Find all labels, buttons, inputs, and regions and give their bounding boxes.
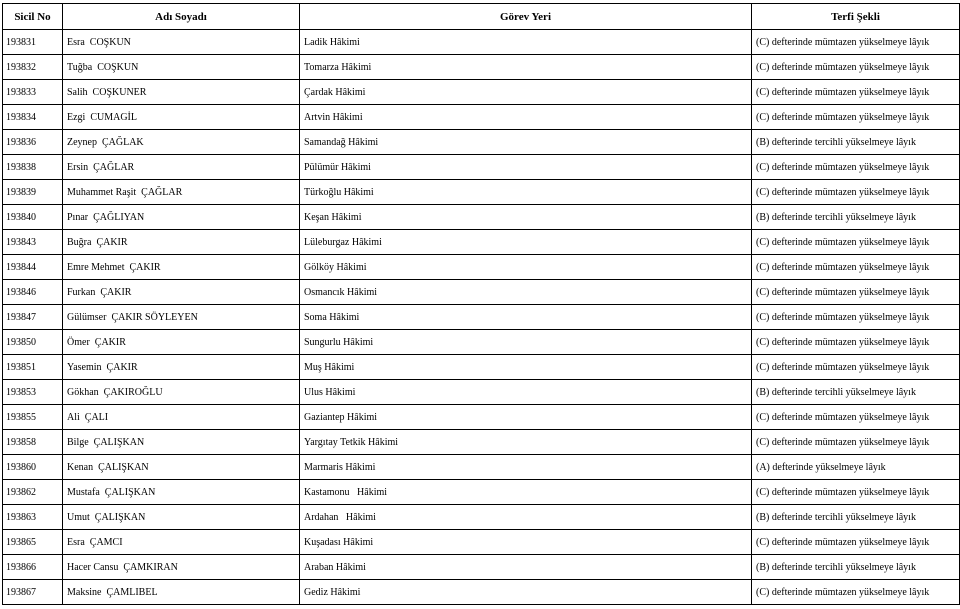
cell-sicil-no: 193863	[3, 505, 63, 530]
table-row	[3, 280, 960, 305]
cell-gorev-yeri: Çardak Hâkimi	[300, 80, 752, 105]
cell-sicil-no: 193851	[3, 355, 63, 380]
cell-terfi-sekli: (C) defterinde mümtazen yükselmeye lâyık	[752, 305, 960, 330]
cell-gorev-yeri: Pülümür Hâkimi	[300, 155, 752, 180]
cell-sicil-no: 193838	[3, 155, 63, 180]
cell-gorev-yeri: Ladik Hâkimi	[300, 30, 752, 55]
cell-gorev-yeri: Türkoğlu Hâkimi	[300, 180, 752, 205]
cell-sicil-no: 193833	[3, 80, 63, 105]
table-row	[3, 330, 960, 355]
table-row	[3, 30, 960, 55]
cell-adi-soyadi: Umut ÇALIŞKAN	[63, 505, 300, 530]
cell-sicil-no: 193844	[3, 255, 63, 280]
table-row	[3, 130, 960, 155]
cell-adi-soyadi: Ersin ÇAĞLAR	[63, 155, 300, 180]
cell-sicil-no: 193853	[3, 380, 63, 405]
cell-adi-soyadi: Gülümser ÇAKIR SÖYLEYEN	[63, 305, 300, 330]
cell-terfi-sekli: (C) defterinde mümtazen yükselmeye lâyık	[752, 55, 960, 80]
cell-sicil-no: 193847	[3, 305, 63, 330]
cell-gorev-yeri: Osmancık Hâkimi	[300, 280, 752, 305]
cell-sicil-no: 193855	[3, 405, 63, 430]
cell-gorev-yeri: Kuşadası Hâkimi	[300, 530, 752, 555]
cell-sicil-no: 193843	[3, 230, 63, 255]
header-gorev-yeri: Görev Yeri	[300, 4, 752, 30]
table-header	[3, 4, 960, 30]
cell-terfi-sekli: (C) defterinde mümtazen yükselmeye lâyık	[752, 430, 960, 455]
table-row	[3, 305, 960, 330]
table-row	[3, 405, 960, 430]
table-row	[3, 255, 960, 280]
cell-adi-soyadi: Salih COŞKUNER	[63, 80, 300, 105]
table-row	[3, 505, 960, 530]
cell-adi-soyadi: Hacer Cansu ÇAMKIRAN	[63, 555, 300, 580]
cell-adi-soyadi: Ömer ÇAKIR	[63, 330, 300, 355]
cell-gorev-yeri: Keşan Hâkimi	[300, 205, 752, 230]
cell-terfi-sekli: (C) defterinde mümtazen yükselmeye lâyık	[752, 230, 960, 255]
table-row	[3, 180, 960, 205]
table-body	[3, 30, 960, 605]
header-terfi-sekli: Terfi Şekli	[752, 4, 960, 30]
cell-sicil-no: 193846	[3, 280, 63, 305]
cell-sicil-no: 193858	[3, 430, 63, 455]
cell-sicil-no: 193832	[3, 55, 63, 80]
cell-sicil-no: 193860	[3, 455, 63, 480]
cell-terfi-sekli: (C) defterinde mümtazen yükselmeye lâyık	[752, 355, 960, 380]
cell-gorev-yeri: Sungurlu Hâkimi	[300, 330, 752, 355]
cell-terfi-sekli: (C) defterinde mümtazen yükselmeye lâyık	[752, 80, 960, 105]
table-row	[3, 430, 960, 455]
cell-adi-soyadi: Kenan ÇALIŞKAN	[63, 455, 300, 480]
table-row	[3, 155, 960, 180]
cell-gorev-yeri: Samandağ Hâkimi	[300, 130, 752, 155]
cell-gorev-yeri: Araban Hâkimi	[300, 555, 752, 580]
table-row	[3, 530, 960, 555]
cell-terfi-sekli: (C) defterinde mümtazen yükselmeye lâyık	[752, 180, 960, 205]
cell-terfi-sekli: (C) defterinde mümtazen yükselmeye lâyık	[752, 30, 960, 55]
cell-adi-soyadi: Gökhan ÇAKIROĞLU	[63, 380, 300, 405]
cell-adi-soyadi: Ezgi CUMAGİL	[63, 105, 300, 130]
cell-sicil-no: 193831	[3, 30, 63, 55]
cell-terfi-sekli: (C) defterinde mümtazen yükselmeye lâyık	[752, 155, 960, 180]
table-row	[3, 455, 960, 480]
cell-adi-soyadi: Pınar ÇAĞLIYAN	[63, 205, 300, 230]
cell-gorev-yeri: Gaziantep Hâkimi	[300, 405, 752, 430]
cell-gorev-yeri: Artvin Hâkimi	[300, 105, 752, 130]
cell-gorev-yeri: Muş Hâkimi	[300, 355, 752, 380]
cell-adi-soyadi: Ali ÇALI	[63, 405, 300, 430]
cell-sicil-no: 193865	[3, 530, 63, 555]
cell-terfi-sekli: (C) defterinde mümtazen yükselmeye lâyık	[752, 105, 960, 130]
cell-adi-soyadi: Esra ÇAMCI	[63, 530, 300, 555]
cell-gorev-yeri: Gölköy Hâkimi	[300, 255, 752, 280]
cell-sicil-no: 193834	[3, 105, 63, 130]
cell-adi-soyadi: Furkan ÇAKIR	[63, 280, 300, 305]
cell-adi-soyadi: Maksine ÇAMLIBEL	[63, 580, 300, 605]
cell-gorev-yeri: Lüleburgaz Hâkimi	[300, 230, 752, 255]
cell-adi-soyadi: Mustafa ÇALIŞKAN	[63, 480, 300, 505]
cell-sicil-no: 193836	[3, 130, 63, 155]
header-sicil-no: Sicil No	[3, 4, 63, 30]
header-row	[3, 4, 960, 30]
cell-adi-soyadi: Tuğba COŞKUN	[63, 55, 300, 80]
cell-sicil-no: 193850	[3, 330, 63, 355]
cell-gorev-yeri: Marmaris Hâkimi	[300, 455, 752, 480]
cell-terfi-sekli: (C) defterinde mümtazen yükselmeye lâyık	[752, 530, 960, 555]
table-row	[3, 580, 960, 605]
table-row	[3, 355, 960, 380]
cell-terfi-sekli: (C) defterinde mümtazen yükselmeye lâyık	[752, 580, 960, 605]
cell-sicil-no: 193862	[3, 480, 63, 505]
cell-sicil-no: 193866	[3, 555, 63, 580]
cell-adi-soyadi: Muhammet Raşit ÇAĞLAR	[63, 180, 300, 205]
table-row	[3, 230, 960, 255]
cell-adi-soyadi: Buğra ÇAKIR	[63, 230, 300, 255]
cell-terfi-sekli: (B) defterinde tercihli yükselmeye lâyık	[752, 555, 960, 580]
cell-gorev-yeri: Gediz Hâkimi	[300, 580, 752, 605]
cell-gorev-yeri: Tomarza Hâkimi	[300, 55, 752, 80]
table-row	[3, 205, 960, 230]
cell-terfi-sekli: (A) defterinde yükselmeye lâyık	[752, 455, 960, 480]
cell-terfi-sekli: (C) defterinde mümtazen yükselmeye lâyık	[752, 480, 960, 505]
cell-gorev-yeri: Ulus Hâkimi	[300, 380, 752, 405]
table-row	[3, 380, 960, 405]
cell-gorev-yeri: Ardahan Hâkimi	[300, 505, 752, 530]
table-row	[3, 480, 960, 505]
header-adi-soyadi: Adı Soyadı	[63, 4, 300, 30]
cell-adi-soyadi: Yasemin ÇAKIR	[63, 355, 300, 380]
cell-terfi-sekli: (B) defterinde tercihli yükselmeye lâyık	[752, 380, 960, 405]
cell-sicil-no: 193867	[3, 580, 63, 605]
cell-sicil-no: 193839	[3, 180, 63, 205]
cell-gorev-yeri: Kastamonu Hâkimi	[300, 480, 752, 505]
promotion-table	[2, 3, 960, 605]
table-row	[3, 105, 960, 130]
cell-sicil-no: 193840	[3, 205, 63, 230]
cell-terfi-sekli: (C) defterinde mümtazen yükselmeye lâyık	[752, 405, 960, 430]
cell-adi-soyadi: Emre Mehmet ÇAKIR	[63, 255, 300, 280]
table-row	[3, 80, 960, 105]
cell-terfi-sekli: (B) defterinde tercihli yükselmeye lâyık	[752, 130, 960, 155]
cell-adi-soyadi: Zeynep ÇAĞLAK	[63, 130, 300, 155]
table-row	[3, 55, 960, 80]
cell-gorev-yeri: Soma Hâkimi	[300, 305, 752, 330]
cell-adi-soyadi: Esra COŞKUN	[63, 30, 300, 55]
cell-terfi-sekli: (C) defterinde mümtazen yükselmeye lâyık	[752, 255, 960, 280]
cell-terfi-sekli: (B) defterinde tercihli yükselmeye lâyık	[752, 205, 960, 230]
table-row	[3, 555, 960, 580]
cell-terfi-sekli: (C) defterinde mümtazen yükselmeye lâyık	[752, 280, 960, 305]
cell-gorev-yeri: Yargıtay Tetkik Hâkimi	[300, 430, 752, 455]
cell-terfi-sekli: (B) defterinde tercihli yükselmeye lâyık	[752, 505, 960, 530]
cell-terfi-sekli: (C) defterinde mümtazen yükselmeye lâyık	[752, 330, 960, 355]
cell-adi-soyadi: Bilge ÇALIŞKAN	[63, 430, 300, 455]
